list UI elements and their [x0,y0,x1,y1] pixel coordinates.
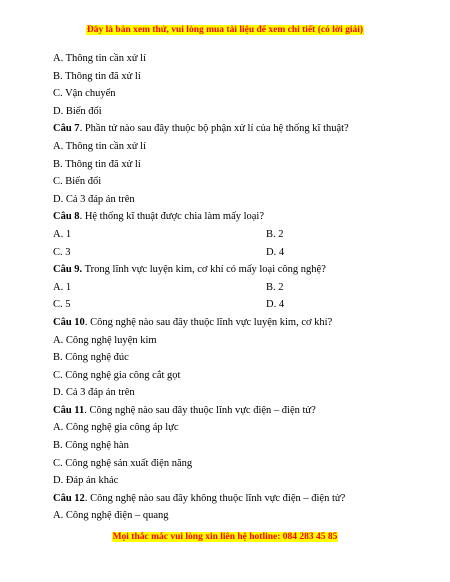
option-row [53,226,393,244]
option-row [53,244,393,262]
question-number: Câu 11 [53,404,85,416]
option-line: B. Thông tin đã xử lí [53,70,141,82]
option-line: A. Thông tin cần xử lí [53,140,146,152]
question-12 [53,490,393,508]
question-text: . Công nghệ nào sau đây thuộc lĩnh vực luyện kim, cơ khí? [84,316,333,328]
option-line: B. Công nghệ hàn [53,440,129,452]
option-line: B. Thông tin đã xử lí [53,158,141,170]
option-row [53,279,393,297]
question-text: . Công nghệ nào sau đây thuộc lĩnh vực điện – điện tử? [84,404,316,416]
question-9 [53,261,393,279]
option-line: D. Cả 3 đáp án trên [53,193,135,205]
option-c: C. 5 [53,299,71,311]
document-body [53,50,393,525]
option-b: B. 2 [266,228,284,240]
option-line: C. Công nghệ sản xuất điện năng [53,457,193,469]
option-line: D. Đáp án khác [53,475,119,487]
option-line: D. Biến đổi [53,105,102,117]
option-row [53,296,393,314]
option-line: D. Cả 3 đáp án trên [53,387,135,399]
preview-banner [0,25,450,35]
option-line: C. Công nghệ gia công cắt gọt [53,369,181,381]
question-text: Trong lĩnh vực luyện kim, cơ khí có mấy loại công nghệ? [82,264,326,276]
hotline-banner-text: Mọi thắc mắc vui lòng xin liên hệ hotline: 084 283 45 85 [112,532,338,542]
preview-banner-text: Đây là bản xem thử, vui lòng mua tài liệu để xem chi tiết (có lời giải) [86,25,364,35]
option-a: A. 1 [53,281,72,293]
option-c: C. 3 [53,246,71,258]
question-11 [53,402,393,420]
option-line: A. Công nghệ gia công áp lực [53,422,179,434]
question-10 [53,314,393,332]
option-line: A. Công nghệ điện – quang [53,510,169,522]
question-text: . Phần tử nào sau đây thuộc bộ phận xử lí của hệ thống kĩ thuật? [79,123,349,135]
option-d: D. 4 [266,299,285,311]
question-number: Câu 9. [53,264,83,276]
question-number: Câu 12 [53,492,85,504]
question-7 [53,120,393,138]
question-text: . Công nghệ nào sau đây không thuộc lĩnh vực điện – điện tử? [84,492,346,504]
question-number: Câu 7 [53,123,80,135]
question-number: Câu 8 [53,211,80,223]
option-line: B. Công nghệ đúc [53,352,129,364]
option-b: B. 2 [266,281,284,293]
hotline-banner [0,532,450,542]
question-8 [53,208,393,226]
option-line: C. Vận chuyển [53,88,116,100]
option-line: C. Biến đổi [53,176,102,188]
option-a: A. 1 [53,228,72,240]
option-line: A. Thông tin cần xử lí [53,53,146,64]
question-number: Câu 10 [53,316,85,328]
question-text: . Hệ thống kĩ thuật được chia làm mấy loại? [79,211,265,223]
option-line: A. Công nghệ luyện kim [53,334,157,346]
option-d: D. 4 [266,246,285,258]
